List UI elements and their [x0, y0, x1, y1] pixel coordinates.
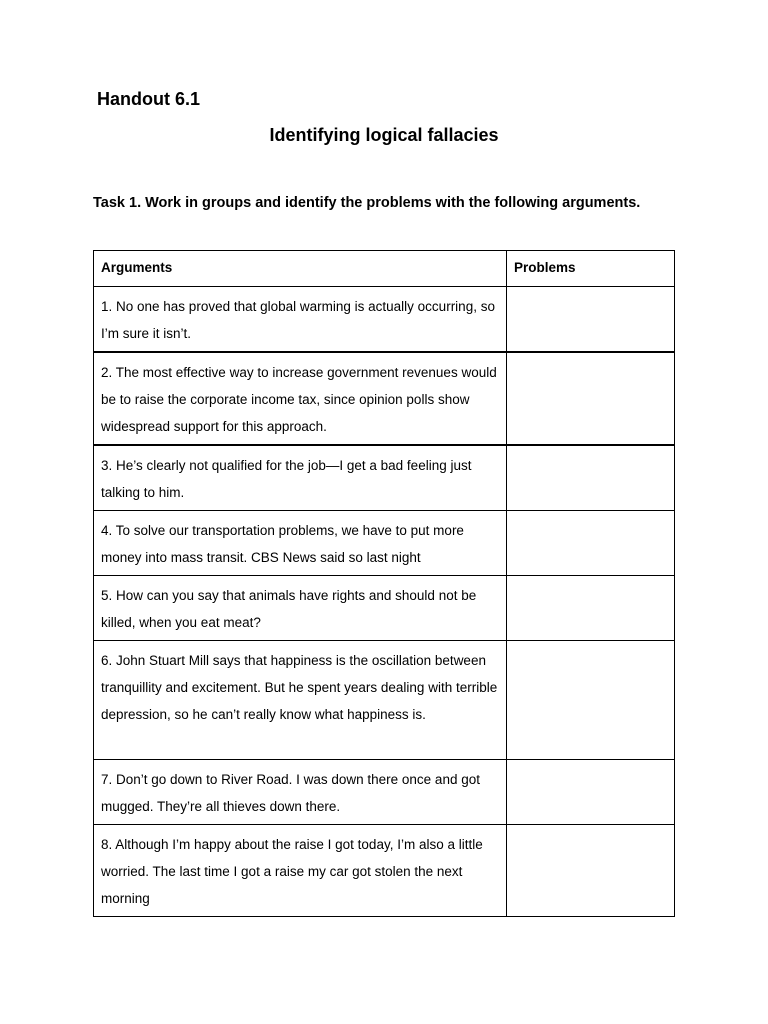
problem-cell[interactable] — [507, 445, 675, 511]
argument-cell: 5. How can you say that animals have rights and should not be killed, when you eat meat? — [94, 576, 507, 641]
argument-cell: 1. No one has proved that global warming is actually occurring, so I’m sure it isn’t. — [94, 287, 507, 353]
table-row — [94, 445, 675, 511]
problem-cell[interactable] — [507, 352, 675, 445]
argument-cell: 4. To solve our transportation problems, we have to put more money into mass transit. CBS News said so last night — [94, 511, 507, 576]
problem-cell[interactable] — [507, 760, 675, 825]
table-row — [94, 576, 675, 641]
table-header-row — [94, 251, 675, 287]
problem-cell[interactable] — [507, 576, 675, 641]
arguments-table — [93, 250, 675, 917]
table-row — [94, 825, 675, 917]
table-row — [94, 287, 675, 353]
problem-cell[interactable] — [507, 641, 675, 760]
column-header-arguments: Arguments — [94, 251, 507, 287]
problem-cell[interactable] — [507, 825, 675, 917]
problem-cell[interactable] — [507, 287, 675, 353]
problem-cell[interactable] — [507, 511, 675, 576]
argument-cell: 7. Don’t go down to River Road. I was down there once and got mugged. They’re all thieves down there. — [94, 760, 507, 825]
argument-cell: 3. He’s clearly not qualified for the job—I get a bad feeling just talking to him. — [94, 445, 507, 511]
column-header-problems: Problems — [507, 251, 675, 287]
task-instruction: Task 1. Work in groups and identify the problems with the following arguments. — [93, 195, 641, 211]
table-row — [94, 760, 675, 825]
table-row — [94, 352, 675, 445]
argument-cell: 2. The most effective way to increase government revenues would be to raise the corporate income tax, since opinion polls show widespread support for this approach. — [94, 352, 507, 445]
table-row — [94, 641, 675, 760]
handout-label: Handout 6.1 — [97, 89, 201, 109]
table-row — [94, 511, 675, 576]
argument-cell: 6. John Stuart Mill says that happiness is the oscillation between tranquillity and excitement. But he spent years dealing with terrible depression, so he can’t really know what happiness is. — [94, 641, 507, 760]
argument-cell: 8. Although I’m happy about the raise I got today, I’m also a little worried. The last time I got a raise my car got stolen the next morning — [94, 825, 507, 917]
page-title: Identifying logical fallacies — [269, 125, 499, 145]
